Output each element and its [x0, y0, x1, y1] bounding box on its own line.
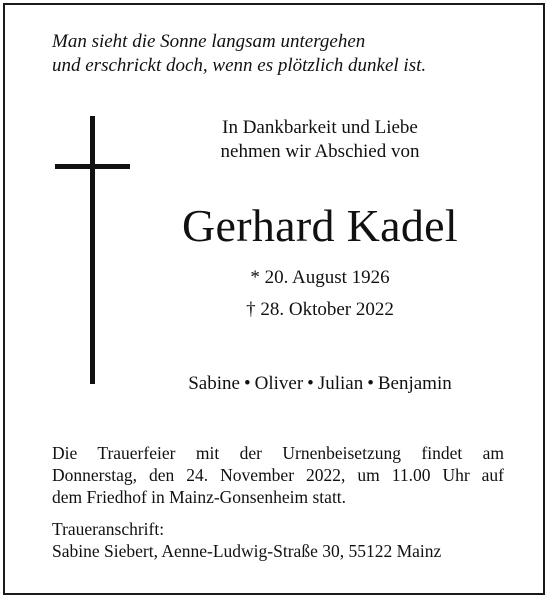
quote — [52, 30, 512, 78]
family-member: Benjamin — [377, 373, 452, 394]
intro-line-2: nehmen wir Abschied von — [220, 141, 420, 162]
separator-bullet: • — [243, 373, 251, 394]
mourning-address — [52, 518, 512, 562]
quote-line-1: Man sieht die Sonne langsam untergehen — [52, 31, 366, 52]
quote-line-2: und erschrickt doch, wenn es plötzlich dunkel ist. — [52, 55, 427, 76]
death-date: † 28. Oktober 2022 — [246, 299, 394, 320]
deceased-name: Gerhard Kadel — [182, 200, 458, 251]
intro-text — [150, 116, 490, 164]
family-member: Julian — [317, 373, 364, 394]
family-member: Oliver — [254, 373, 304, 394]
birth-date: * 20. August 1926 — [250, 267, 390, 288]
life-dates — [150, 262, 490, 326]
separator-bullet: • — [307, 373, 314, 394]
funeral-line-2: Donnerstag, den 24. November 2022, um 11.00 Uhr auf — [52, 465, 504, 485]
funeral-line-3: dem Friedhof in Mainz-Gonsenheim statt. — [52, 487, 347, 507]
address-label: Traueranschrift: — [52, 519, 165, 539]
funeral-line-1: Die Trauerfeier mit der Urnenbeisetzung findet am — [52, 443, 504, 463]
intro-line-1: In Dankbarkeit und Liebe — [222, 117, 418, 138]
address-value: Sabine Siebert, Aenne-Ludwig-Straße 30, 55122 Mainz — [52, 541, 442, 561]
cross-icon-bar — [55, 164, 130, 169]
cross-icon — [90, 116, 95, 384]
family-member: Sabine — [188, 373, 240, 394]
separator-bullet: • — [367, 373, 374, 394]
family-names — [150, 372, 490, 396]
funeral-details — [52, 442, 504, 508]
